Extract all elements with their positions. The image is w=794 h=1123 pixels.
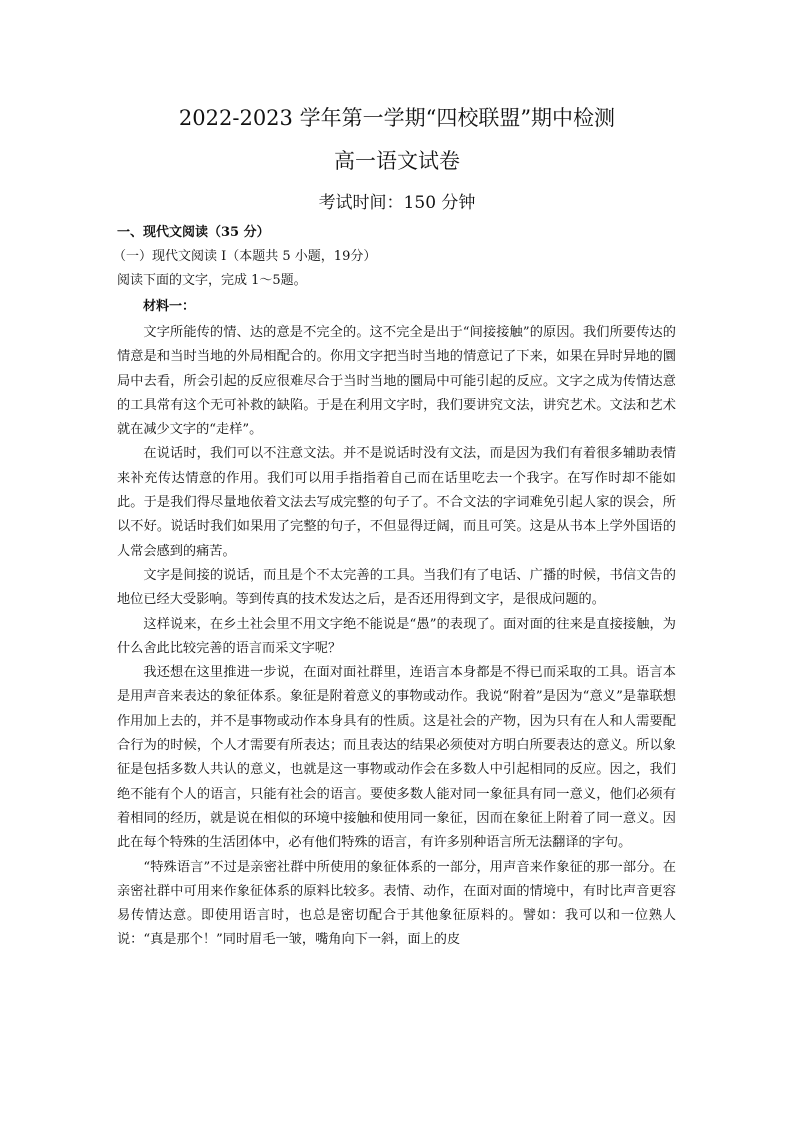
exam-title: 2022-2023 学年第一学期“四校联盟”期中检测	[178, 106, 616, 130]
section-heading: 一、现代文阅读（35 分）	[117, 225, 270, 240]
paragraph: 文字是间接的说话，而且是个不太完善的工具。当我们有了电话、广播的时候，书信文告的地位已经大受影响。等到传真的技术发达之后，是否还用得到文字，是很成问题的。	[117, 567, 676, 608]
sub-section-heading: （一）现代文阅读 I（本题共 5 小题，19分）	[113, 249, 377, 264]
paragraph: 这样说来，在乡土社会里不用文字绝不能说是“愚”的表现了。面对面的往来是直接接触，为什么舍此比较完善的语言而采文字呢？	[117, 616, 676, 656]
paragraph: “特殊语言”不过是亲密社群中所使用的象征体系的一部分，用声音来作象征的那一部分。在亲密社群中可用来作象征体系的原料比较多。表情、动作，在面对面的情境中，有时比声音更容易传情达意。即使用语言时，也总是密切配合于其他象征原料的。譬如：我可以和一位熟人说：“真是那个！”同时眉毛一皱，嘴角向下一斜，面上的皮	[117, 859, 676, 948]
material-label: 材料一：	[143, 299, 196, 314]
paragraph: 文字所能传的情、达的意是不完全的。这不完全是出于“间接接触”的原因。我们所要传达的情意是和当时当地的外局相配合的。你用文字把当时当地的情意记了下来，如果在异时异地的圜局中去看，所会引起的反应很难尽合于当时当地的圜局中可能引起的反应。文字之成为传情达意的工具常有这个无可补救的缺陷。于是在利用文字时，我们要讲究文法，讲究艺术。文法和艺术就在减少文字的“走样”。	[117, 325, 676, 438]
article-body	[117, 321, 676, 953]
paragraph: 在说话时，我们可以不注意文法。并不是说话时没有文法，而是因为我们有着很多辅助表情来补充传达情意的作用。我们可以用手指指着自己而在话里吃去一个我字。在写作时却不能如此。于是我们得尽量地依着文法去写成完整的句子了。不合文法的字词难免引起人家的误会，所以不好。说话时我们如果用了完整的句子，不但显得迂阔，而且可笑。这是从书本上学外国语的人常会感到的痛苦。	[117, 446, 676, 559]
paragraph: 我还想在这里推进一步说，在面对面社群里，连语言本身都是不得已而采取的工具。语言本是用声音来表达的象征体系。象征是附着意义的事物或动作。我说“附着”是因为“意义”是靠联想作用加上去的，并不是事物或动作本身具有的性质。这是社会的产物，因为只有在人和人需要配合行为的时候，个人才需要有所表达；而且表达的结果必须使对方明白所要表达的意义。所以象征是包括多数人共认的意义，也就是这一事物或动作会在多数人中引起相同的反应。因之，我们绝不能有个人的语言，只能有社会的语言。要使多数人能对同一象征具有同一意义，他们必须有着相同的经历，就是说在相似的环境中接触和使用同一象征，因而在象征上附着了同一意义。因此在每个特殊的生活团体中，必有他们特殊的语言，有许多别种语言所无法翻译的字句。	[117, 665, 676, 851]
reading-instruction: 阅读下面的文字，完成 1～5题。	[117, 273, 307, 288]
exam-time: 考试时间：150 分钟	[318, 193, 476, 213]
exam-subtitle: 高一语文试卷	[334, 149, 460, 173]
